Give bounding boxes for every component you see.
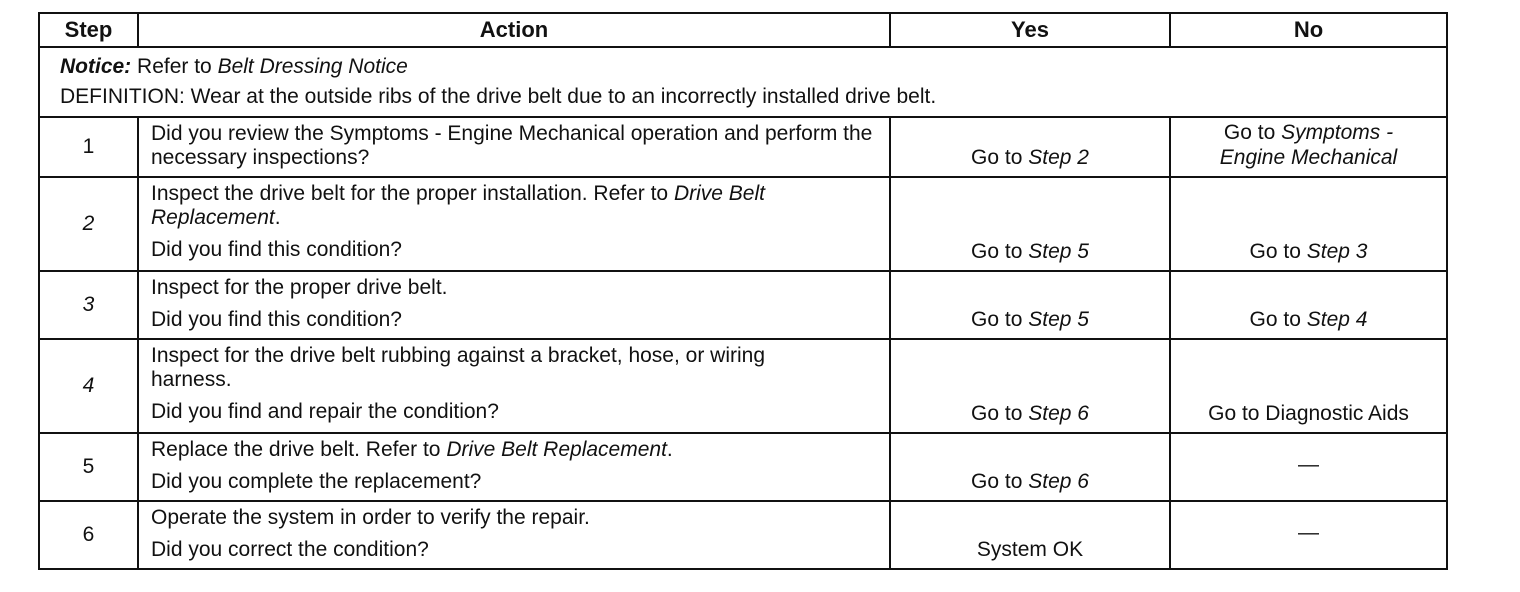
step-number-text: 2: [82, 212, 95, 235]
action-text: Inspect the drive belt for the proper installation. Refer to: [151, 182, 674, 205]
no-cell: —: [1170, 501, 1447, 569]
step-number: [39, 177, 138, 271]
action-instruction: [151, 182, 879, 230]
yes-reference: Step 2: [1028, 146, 1089, 169]
no-prefix: Go to: [1249, 240, 1307, 263]
yes-prefix: Go to: [971, 240, 1029, 263]
table-row: [39, 501, 1447, 569]
header-step: Step: [39, 13, 138, 47]
action-cell: [138, 501, 890, 569]
action-question: Did you find this condition?: [151, 238, 402, 261]
action-cell: [138, 177, 890, 271]
notice-line: [60, 52, 1438, 82]
yes-cell: System OK: [890, 501, 1170, 569]
action-text: Did you review the Symptoms - Engine Mechanical operation and perform the necessary inspections?: [151, 122, 873, 169]
diagnostic-table: [38, 12, 1448, 570]
action-question: Did you find this condition?: [151, 308, 402, 331]
yes-reference: Step 6: [1028, 402, 1089, 425]
yes-reference: Step 5: [1028, 308, 1089, 331]
action-question: Did you complete the replacement?: [151, 470, 482, 493]
yes-prefix: Go to: [971, 308, 1029, 331]
action-reference: Drive Belt Replacement: [446, 438, 667, 461]
step-number-text: 3: [82, 293, 95, 316]
yes-prefix: Go to: [971, 470, 1029, 493]
yes-cell: [890, 433, 1170, 501]
no-cell: —: [1170, 433, 1447, 501]
step-number: 6: [39, 501, 138, 569]
table-row: [39, 433, 1447, 501]
action-after: .: [274, 206, 281, 229]
notice-label: Notice:: [60, 55, 132, 78]
yes-prefix: Go to: [971, 146, 1029, 169]
no-cell: Go to Diagnostic Aids: [1170, 339, 1447, 433]
no-reference: Symptoms - Engine Mechanical: [1219, 121, 1398, 169]
action-question: Did you find and repair the condition?: [151, 400, 499, 423]
step-number-text: 4: [82, 374, 95, 397]
action-instruction: [151, 438, 879, 462]
step-number: [39, 339, 138, 433]
header-yes: Yes: [890, 13, 1170, 47]
step-number: 1: [39, 117, 138, 177]
action-cell: [138, 339, 890, 433]
action-text: Replace the drive belt. Refer to: [151, 438, 447, 461]
action-instruction: Inspect for the proper drive belt.: [151, 276, 448, 299]
yes-cell: [890, 117, 1170, 177]
header-no: No: [1170, 13, 1447, 47]
action-instruction: Inspect for the drive belt rubbing against a bracket, hose, or wiring harness.: [151, 344, 766, 391]
no-prefix: Go to: [1249, 308, 1307, 331]
no-prefix: Go to: [1223, 121, 1282, 144]
intro-row: [39, 47, 1447, 117]
step-number: 5: [39, 433, 138, 501]
yes-cell: [890, 271, 1170, 339]
yes-reference: Step 5: [1028, 240, 1089, 263]
action-cell: [138, 271, 890, 339]
action-cell: [138, 117, 890, 177]
action-instruction: Operate the system in order to verify the repair.: [151, 506, 590, 529]
no-cell: [1170, 271, 1447, 339]
no-reference: Step 4: [1306, 308, 1368, 331]
yes-cell: [890, 177, 1170, 271]
action-cell: [138, 433, 890, 501]
no-cell: [1170, 177, 1447, 271]
action-reference: Drive Belt Replacement: [151, 182, 765, 229]
notice-reference: Belt Dressing Notice: [217, 55, 408, 78]
header-action: Action: [138, 13, 890, 47]
step-number: [39, 271, 138, 339]
intro-cell: [39, 47, 1447, 117]
yes-prefix: Go to: [971, 402, 1029, 425]
notice-text: Refer to: [131, 55, 218, 78]
definition-line: DEFINITION: Wear at the outside ribs of the drive belt due to an incorrectly installed drive belt.: [60, 85, 937, 108]
yes-cell: [890, 339, 1170, 433]
yes-reference: Step 6: [1028, 470, 1089, 493]
no-reference: Step 3: [1306, 240, 1368, 263]
table-row: [39, 339, 1447, 433]
table-row: [39, 177, 1447, 271]
table-row: [39, 117, 1447, 177]
no-cell: [1170, 117, 1447, 177]
table-row: [39, 271, 1447, 339]
action-question: Did you correct the condition?: [151, 538, 429, 561]
header-row: [39, 13, 1447, 47]
action-after: .: [666, 438, 673, 461]
